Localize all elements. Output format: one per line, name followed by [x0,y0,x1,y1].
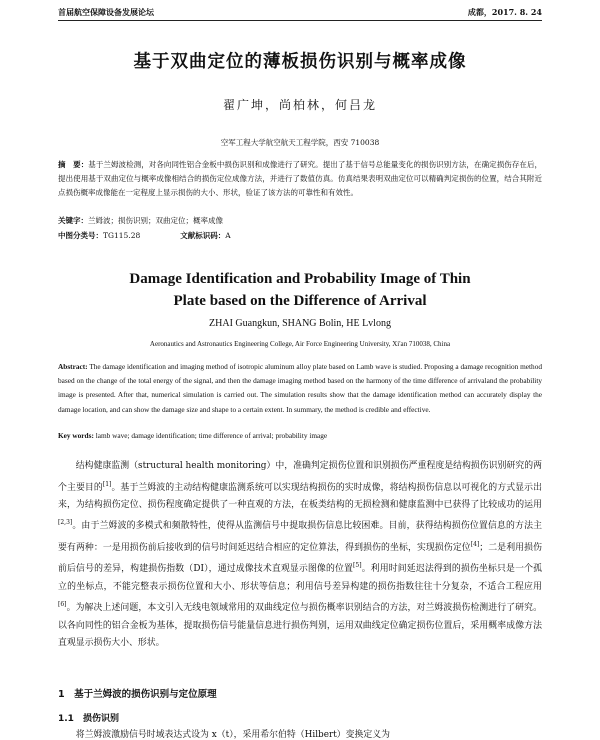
abstract-en [58,360,542,417]
title-en-line1: Damage Identification and Probability Image of Thin [129,271,471,287]
intro-text-1: 结构健康监测（structural health monitoring）中，准确判定损伤位置和识别损伤严重程度是结构损伤识别研究的两个主要目的 [58,461,542,493]
doc-code-value: A [225,231,231,240]
title-en-line2: Plate based on the Difference of Arrival [173,293,427,309]
class-number-label: 中图分类号： [58,231,103,240]
keywords-zh-text: 兰姆波；损伤识别；双曲定位；概率成像 [88,216,223,225]
introduction-paragraph [58,458,542,653]
keywords-zh-label: 关键字： [58,216,88,225]
citation-3: [4] [470,540,480,548]
intro-text-2: 。基于兰姆波的主动结构健康监测系统可以实现结构损伤的实时成像，将结构损伤信息以可视化的方式显示出来，为结构损伤定位、损伤程度确定提供了一种直观的方法，在板类结构的无损检测和健康监测中已获得了比较成功的运用 [58,482,542,510]
intro-text-5: 。利用时间延迟法得到的损伤坐标只是一个孤立的坐标点，不能完整表示损伤位置和大小、形状等信息；利用信号差异构建的损伤指数往往十分复杂，不适合工程应用 [58,564,542,592]
citation-1: [1] [102,480,112,488]
intro-text-6: 。为解决上述问题，本文引入无线电领域常用的双曲线定位与损伤概率识别结合的方法，对兰姆波损伤检测进行了研究。以各向同性的铝合金板为基体，提取损伤信号能量信息进行损伤判别，运用双曲线定位确定损伤位置后，采用概率成像方法直观显示损伤大小、形状。 [58,603,542,649]
keywords-zh [58,215,542,226]
citation-5: [6] [58,601,67,609]
paper-title-zh: 基于双曲定位的薄板损伤识别与概率成像 [133,52,467,72]
section-1-1-heading: 1.1 损伤识别 [58,714,119,724]
section-1-1-text: 将兰姆波激励信号时域表达式设为 x（t），采用希尔伯特（Hilbert）变换定义为 [75,730,391,740]
doc-code-label: 文献标识码： [180,231,226,240]
abstract-zh-text: 基于兰姆波检测，对各向同性铝合金板中损伤识别和成像进行了研究。提出了基于信号总能量变化的损伤识别方法，在确定损伤存在后，提出使用基于双曲定位与概率成像相结合的损伤定位成像方法，并进行了数值仿真。仿真结果表明双曲定位可以精确判定损伤的位置，结合其附近点损伤概率成像能在一定程度上显示损伤的大小、形状，验证了该方法的可靠性和有效性。 [58,160,543,198]
intro-text-4: ；二是利用损伤前后信号的差异，构建损伤指数（DI），通过成像技术直观显示图像的位置 [58,542,542,575]
abstract-en-text: The damage identification and imaging method of isotropic aluminum alloy plate based on Lamb wave is studied. Proposing a damage recognition method based on the change of the total energy of the signal, and then the damage imaging method based on the harmony of the time difference of arrivaland the probability image is presented. After that, numerical simulation is carried out. The simulation results show that the damage identification method can accurately display the damage location, and can show the damage size and shape to a certain extent. In summary, the method is credible and effective. [58,362,542,414]
running-header [58,6,542,21]
paper-title-en [0,268,600,312]
authors-en: ZHAI Guangkun, SHANG Bolin, HE Lvlong [209,318,391,329]
abstract-zh [58,158,542,201]
classification-zh [58,230,542,241]
citation-2: [2,3] [58,519,73,527]
intro-text-3: 。由于兰姆波的多模式和频散特性，使得从监测信号中提取损伤信息比较困难。目前，获得结构损伤位置信息的方法主要有两种：一是用损伤前后接收到的信号时间延迟结合相应的定位算法，得到损伤的坐标，实现损伤定位 [58,521,542,553]
affiliation-zh: 空军工程大学航空航天工程学院，西安 710038 [220,138,380,147]
abstract-en-label: Abstract: [58,362,88,371]
header-date: 成都，2017. 8. 24 [467,7,542,17]
keywords-en-label: Key words: [58,431,94,440]
affiliation-en: Aeronautics and Astronautics Engineering College, Air Force Engineering University, Xi'an 710038, China [149,340,451,348]
keywords-en [58,431,542,440]
keywords-en-text: lamb wave; damage identification; time difference of arrival; probability image [95,431,328,440]
class-number-value: TG115.28 [103,231,141,240]
authors-zh: 翟广坤，尚柏林，何吕龙 [222,98,377,112]
header-conference: 首届航空保障设备发展论坛 [58,7,154,17]
abstract-zh-label: 摘 要： [58,160,89,169]
section-1-heading: 1 基于兰姆波的损伤识别与定位原理 [58,689,217,700]
citation-4: [5] [353,562,362,570]
